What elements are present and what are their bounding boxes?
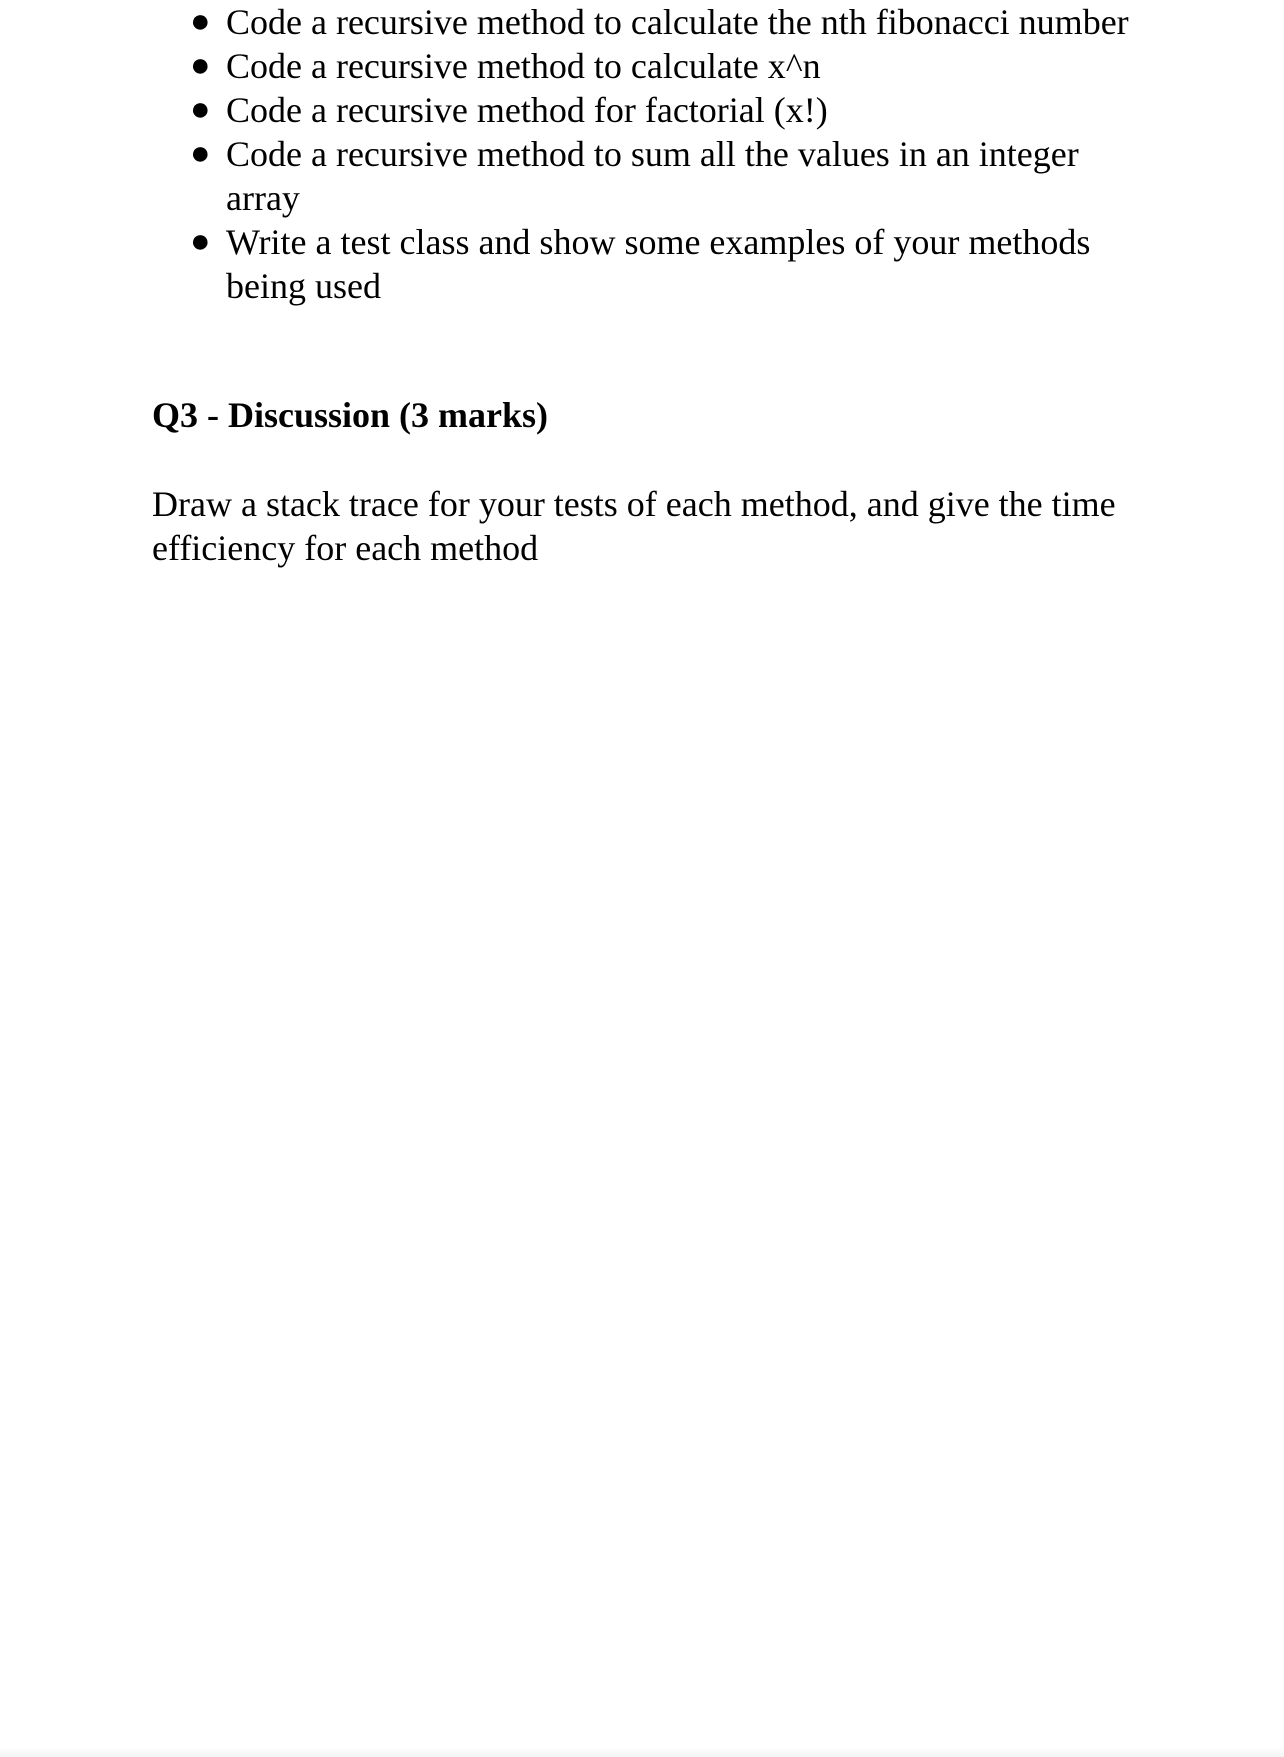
list-item: [190, 220, 1150, 308]
list-item-text: Code a recursive method to sum all the values in an integer array: [226, 134, 1079, 218]
list-item-text: Code a recursive method to calculate the nth fibonacci number: [226, 2, 1129, 42]
list-item-text: Code a recursive method to calculate x^n: [226, 46, 821, 86]
list-item: [190, 88, 1150, 132]
task-list: [190, 0, 1150, 308]
page-bottom-edge: [0, 1747, 1284, 1757]
list-item-text: Code a recursive method for factorial (x!): [226, 90, 828, 130]
list-item-text: Write a test class and show some examples of your methods being used: [226, 222, 1091, 306]
bullet-icon: ●: [190, 223, 211, 260]
list-item: [190, 44, 1150, 88]
list-item: [190, 132, 1150, 220]
bullet-icon: ●: [190, 91, 211, 128]
bullet-icon: ●: [190, 135, 211, 172]
q3-instructions: Draw a stack trace for your tests of each method, and give the time efficiency for each method: [152, 484, 1116, 568]
bullet-icon: ●: [190, 3, 211, 40]
list-item: [190, 0, 1150, 44]
bullet-icon: ●: [190, 47, 211, 84]
section-heading-q3: Q3 - Discussion (3 marks): [152, 395, 549, 435]
